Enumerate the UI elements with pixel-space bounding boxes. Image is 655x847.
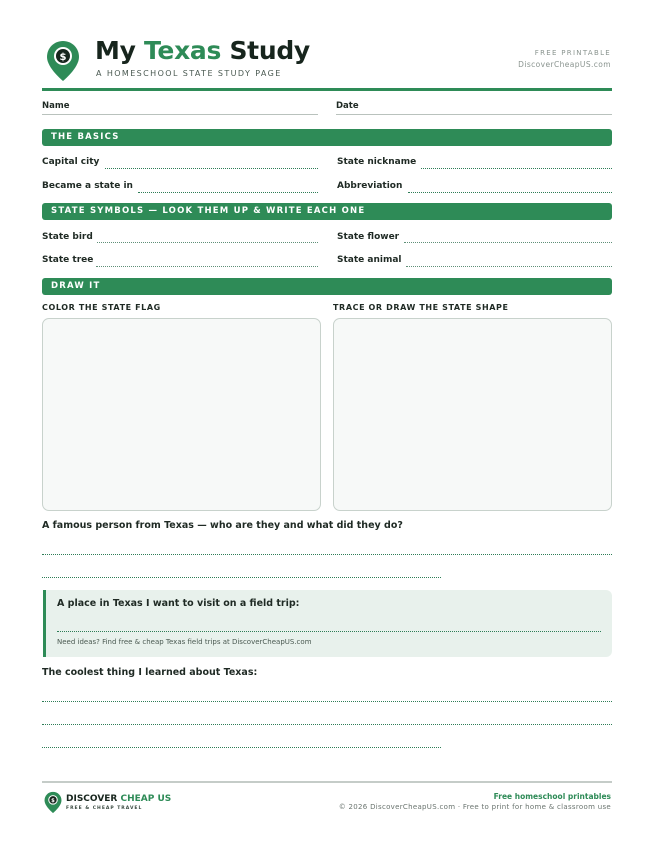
footer-brand-tagline: FREE & CHEAP TRAVEL	[66, 806, 143, 811]
abbreviation-label: Abbreviation	[337, 181, 403, 191]
state-bird-label: State bird	[42, 232, 93, 242]
flag-box-label: COLOR THE STATE FLAG	[42, 303, 161, 312]
svg-text:$: $	[59, 52, 67, 63]
page-subtitle: A HOMESCHOOL STATE STUDY PAGE	[96, 69, 282, 78]
name-label: Name	[42, 101, 70, 111]
famous-person-line-2[interactable]	[42, 577, 441, 578]
footer-printables-label: Free homeschool printables	[493, 792, 611, 801]
coolest-thing-line-1[interactable]	[42, 701, 612, 702]
became-state-label: Became a state in	[42, 181, 133, 191]
footer-rule	[42, 781, 612, 783]
state-nickname-label: State nickname	[337, 157, 417, 167]
state-flower-line[interactable]	[404, 242, 612, 243]
became-state-line[interactable]	[138, 192, 318, 193]
state-tree-line[interactable]	[96, 266, 318, 267]
famous-person-line-1[interactable]	[42, 554, 612, 555]
date-label: Date	[336, 101, 359, 111]
svg-text:$: $	[51, 797, 55, 804]
field-trip-question: A place in Texas I want to visit on a field trip:	[57, 598, 300, 609]
footer-logo-pin-icon	[44, 791, 62, 814]
dollar-map-pin-icon	[46, 40, 80, 82]
field-trip-note: Need ideas? Find free & cheap Texas field trips at DiscoverCheapUS.com	[57, 638, 312, 646]
header-rule	[42, 88, 612, 91]
coolest-thing-line-3[interactable]	[42, 747, 441, 748]
state-nickname-line[interactable]	[421, 168, 612, 169]
field-trip-line[interactable]	[57, 631, 601, 632]
section-header-symbols: STATE SYMBOLS — LOOK THEM UP & WRITE EACH ONE	[42, 203, 612, 220]
title-state-name: Texas	[143, 36, 222, 65]
page-title: My Texas Study	[95, 36, 310, 65]
capital-city-line[interactable]	[105, 168, 318, 169]
state-tree-label: State tree	[42, 255, 94, 265]
capital-city-label: Capital city	[42, 157, 100, 167]
shape-drawing-box[interactable]	[333, 318, 612, 511]
abbreviation-line[interactable]	[408, 192, 612, 193]
site-url: DiscoverCheapUS.com	[518, 60, 611, 69]
section-header-draw: DRAW IT	[42, 278, 612, 295]
name-field-line[interactable]	[42, 114, 318, 115]
shape-box-label: TRACE OR DRAW THE STATE SHAPE	[333, 303, 509, 312]
section-header-basics: THE BASICS	[42, 129, 612, 146]
flag-drawing-box[interactable]	[42, 318, 321, 511]
state-animal-line[interactable]	[406, 266, 612, 267]
state-flower-label: State flower	[337, 232, 400, 242]
state-bird-line[interactable]	[97, 242, 318, 243]
footer-copyright: © 2026 DiscoverCheapUS.com · Free to print for home & classroom use	[338, 803, 611, 811]
date-field-line[interactable]	[336, 114, 612, 115]
footer-brand: DISCOVER CHEAP US	[66, 794, 172, 804]
free-printable-label: FREE PRINTABLE	[534, 49, 611, 57]
coolest-thing-line-2[interactable]	[42, 724, 612, 725]
famous-person-question: A famous person from Texas — who are they and what did they do?	[42, 520, 403, 531]
state-animal-label: State animal	[337, 255, 402, 265]
coolest-thing-question: The coolest thing I learned about Texas:	[42, 667, 258, 678]
